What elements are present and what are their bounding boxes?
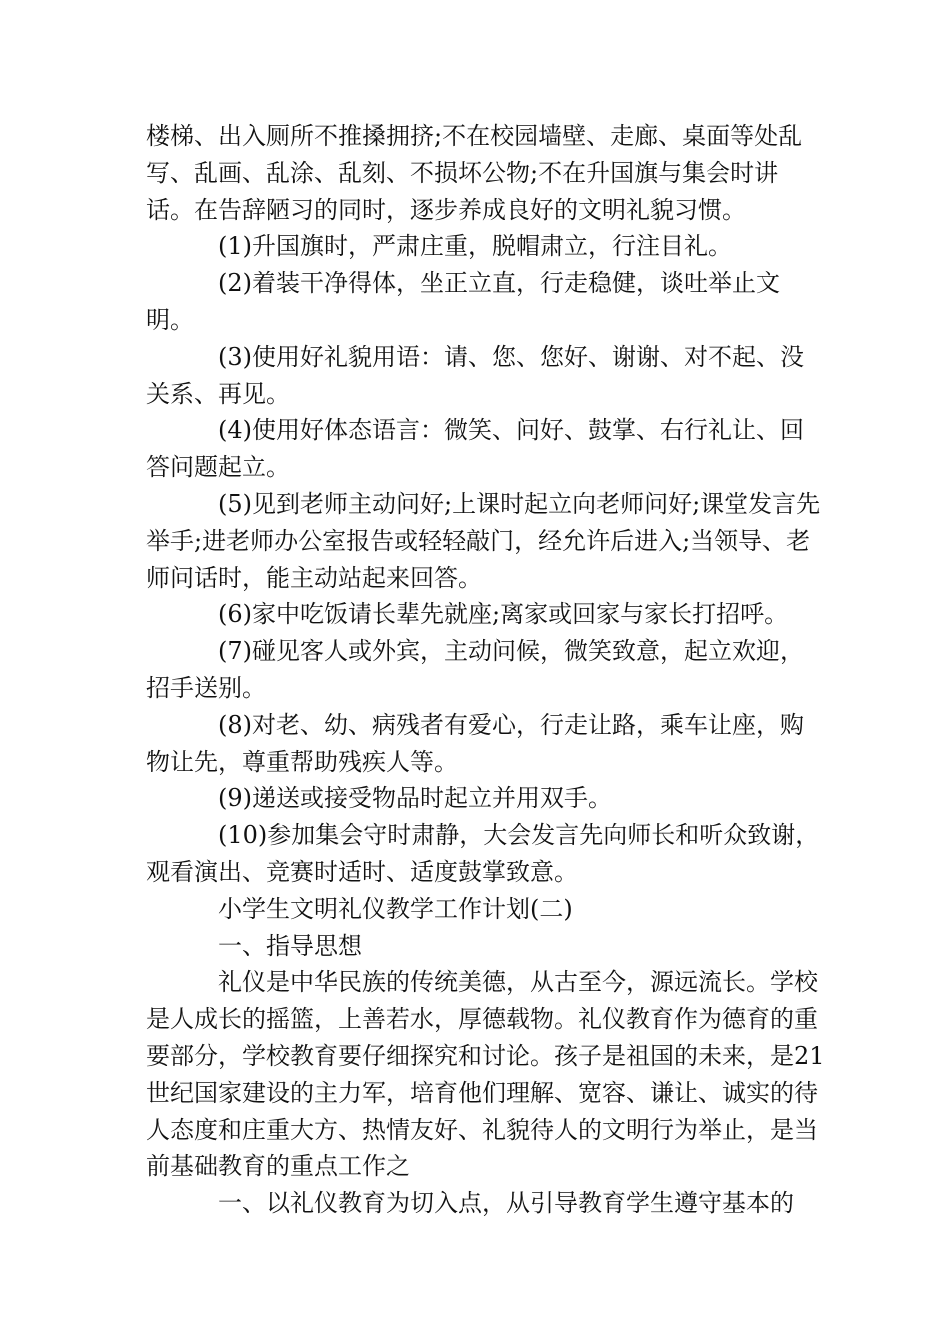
list-item: (1)升国旗时，严肃庄重，脱帽肃立，行注目礼。 [218,232,732,261]
list-item: (7)碰见客人或外宾，主动问候，微笑致意，起立欢迎，招手送别。 [146,637,804,702]
paragraph: 楼梯、出入厕所不推搡拥挤;不在校园墙壁、走廊、桌面等处乱写、乱画、乱涂、乱刻、不损坏公物;不在升国旗与集会时讲话。在告辞陋习的同时，逐步养成良好的文明礼貌习惯。 [146,122,803,224]
list-item: (3)使用好礼貌用语：请、您、您好、谢谢、对不起、没关系、再见。 [146,342,804,408]
list-item: (2)着装干净得体，坐正立直，行走稳健，谈吐举止文明。 [146,269,780,334]
list-item: (6)家中吃饭请长辈先就座;离家或回家与家长打招呼。 [218,600,789,629]
list-item: (4)使用好体态语言：微笑、问好、鼓掌、右行礼让、回答问题起立。 [146,416,804,482]
paragraph: 礼仪是中华民族的传统美德，从古至今，源远流长。学校是人成长的摇篮，上善若水，厚德载物。礼仪教育作为德育的重要部分，学校教育要仔细探究和讨论。孩子是祖国的未来，是21世纪国家建设的主力军，培育他们理解、宽容、谦让、诚实的待人态度和庄重大方、热情友好、礼貌待人的文明行为举止，是当前基础教育的重点工作之 [146,968,825,1181]
section-title: 小学生文明礼仪教学工作计划(二) [218,894,573,923]
list-item: (8)对老、幼、病残者有爱心，行走让路，乘车让座，购物让先，尊重帮助残疾人等。 [146,710,804,776]
list-item: (5)见到老师主动问好;上课时起立向老师问好;课堂发言先举手;进老师办公室报告或轻轻敲门，经允许后进入;当领导、老师问话时，能主动站起来回答。 [146,489,821,592]
paragraph: 一、以礼仪教育为切入点，从引导教育学生遵守基本的 [218,1189,794,1218]
list-item: (9)递送或接受物品时起立并用双手。 [218,784,612,813]
list-item: (10)参加集会守时肃静，大会发言先向师长和听众致谢，观看演出、竞赛时适时、适度鼓掌致意。 [146,821,820,886]
document-body [146,118,826,1222]
section-heading: 一、指导思想 [218,931,362,960]
